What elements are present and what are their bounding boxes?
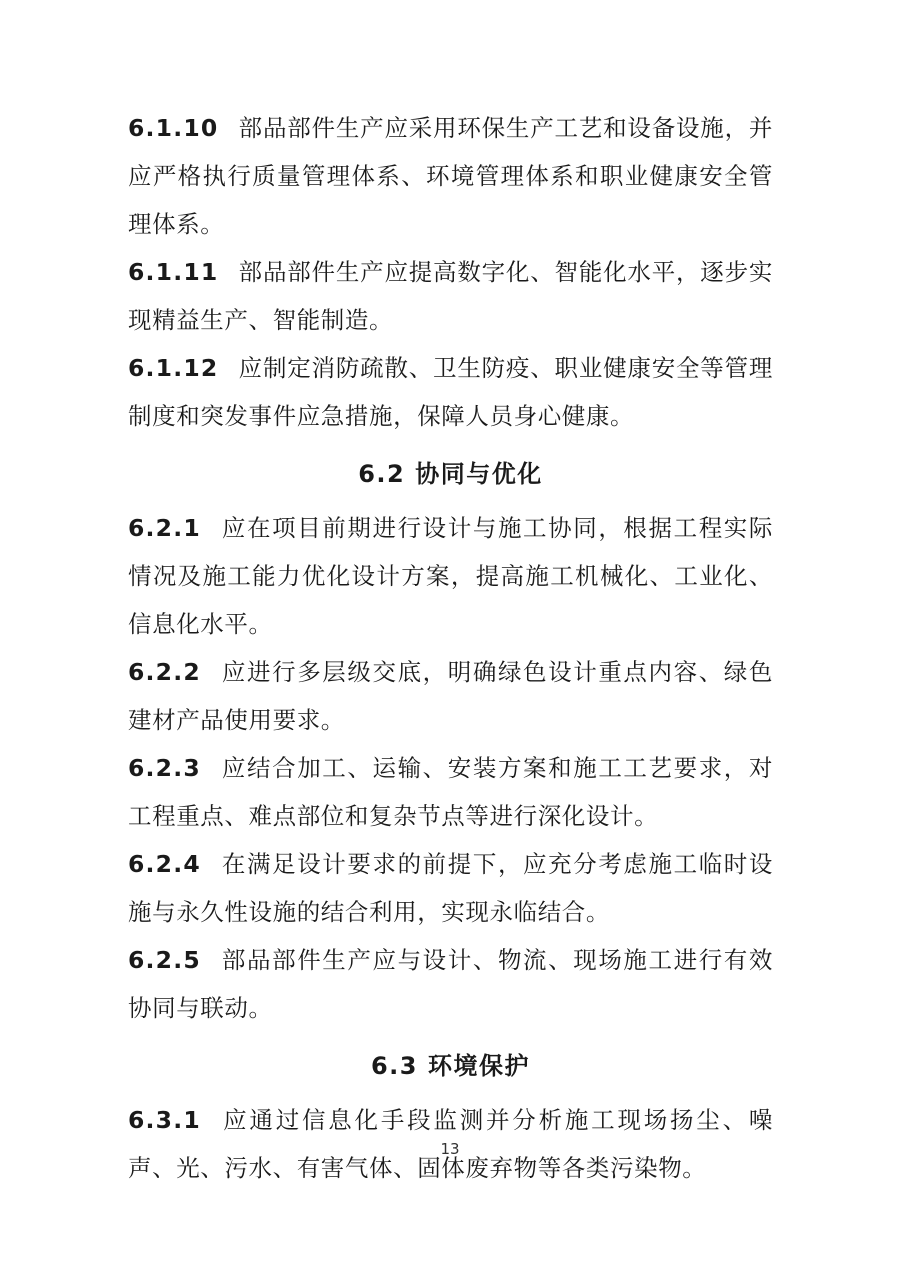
clause-paragraph [128, 344, 773, 440]
clause-number: 6.2.2 [128, 658, 201, 686]
clause-number: 6.3.1 [128, 1106, 201, 1134]
section-heading-title: 协同与优化 [415, 460, 543, 488]
clause-number: 6.1.10 [128, 114, 219, 142]
section-heading-title: 环境保护 [428, 1052, 530, 1080]
clause-text: 应制定消防疏散、卫生防疫、职业健康安全等管理制度和突发事件应急措施，保障人员身心健康。 [128, 354, 773, 430]
section-heading [128, 1042, 773, 1090]
clause-text: 应在项目前期进行设计与施工协同，根据工程实际情况及施工能力优化设计方案，提高施工机械化、工业化、信息化水平。 [128, 514, 773, 638]
clause-paragraph [128, 936, 773, 1032]
clause-paragraph [128, 840, 773, 936]
section-heading-number: 6.2 [358, 460, 406, 488]
clause-paragraph [128, 248, 773, 344]
clause-paragraph [128, 648, 773, 744]
clause-paragraph [128, 104, 773, 248]
clause-number: 6.2.1 [128, 514, 201, 542]
clause-text: 应结合加工、运输、安装方案和施工工艺要求，对工程重点、难点部位和复杂节点等进行深化设计。 [128, 754, 773, 830]
clause-number: 6.2.4 [128, 850, 201, 878]
clause-text: 应进行多层级交底，明确绿色设计重点内容、绿色建材产品使用要求。 [128, 658, 773, 734]
clause-text: 部品部件生产应采用环保生产工艺和设备设施，并应严格执行质量管理体系、环境管理体系和职业健康安全管理体系。 [128, 114, 773, 238]
clause-number: 6.2.3 [128, 754, 201, 782]
clause-number: 6.1.11 [128, 258, 219, 286]
clause-paragraph [128, 744, 773, 840]
clause-number: 6.2.5 [128, 946, 201, 974]
clause-text: 应通过信息化手段监测并分析施工现场扬尘、噪声、光、污水、有害气体、固体废弃物等各类污染物。 [128, 1106, 773, 1182]
section-heading-number: 6.3 [370, 1052, 418, 1080]
clause-text: 部品部件生产应与设计、物流、现场施工进行有效协同与联动。 [128, 946, 773, 1022]
clause-text: 部品部件生产应提高数字化、智能化水平，逐步实现精益生产、智能制造。 [128, 258, 773, 334]
document-body [128, 104, 773, 1192]
section-heading [128, 450, 773, 498]
page-number: 13 [440, 1140, 460, 1158]
clause-text: 在满足设计要求的前提下，应充分考虑施工临时设施与永久性设施的结合利用，实现永临结合。 [128, 850, 773, 926]
clause-paragraph [128, 504, 773, 648]
clause-number: 6.1.12 [128, 354, 219, 382]
